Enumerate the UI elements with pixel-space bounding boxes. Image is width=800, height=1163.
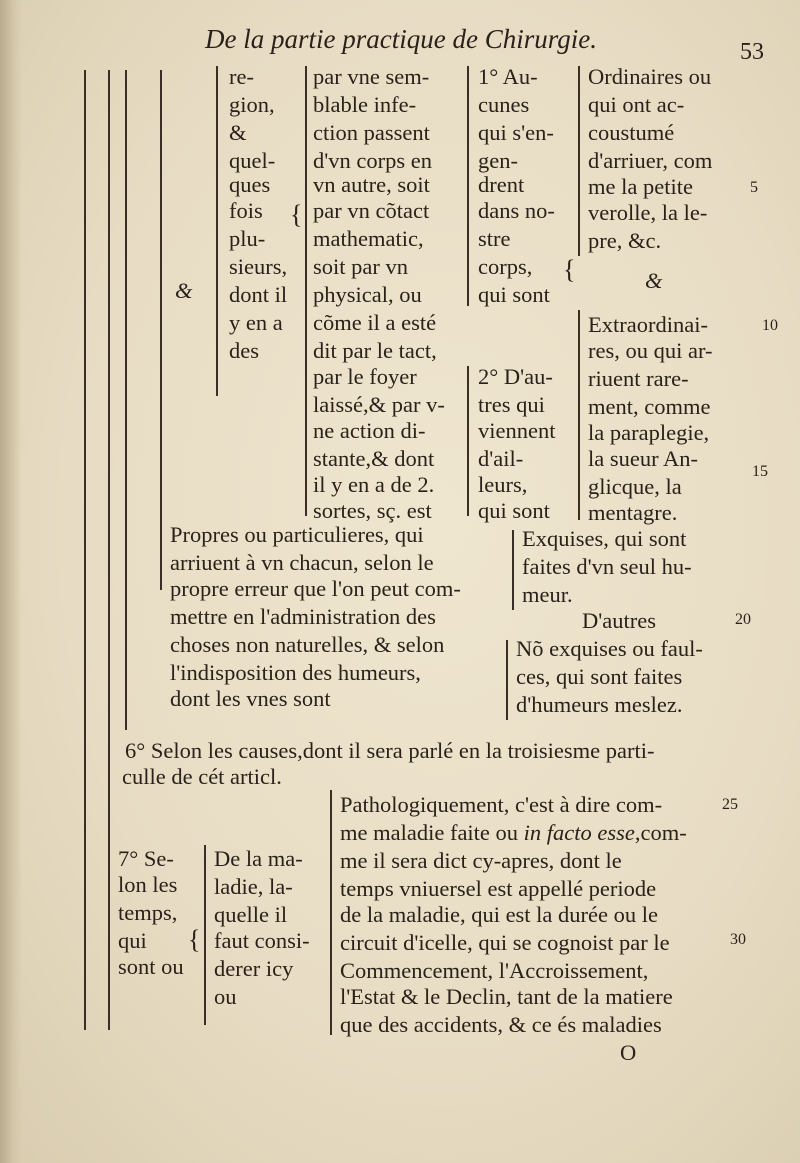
signature-mark: O [620, 1040, 637, 1065]
text-line: il y en a de 2. [313, 472, 435, 497]
text-line: d'arriuer, com [588, 148, 713, 173]
text-line: drent [478, 172, 525, 197]
text-line: des [229, 338, 259, 363]
text-line: res, ou qui ar- [588, 338, 713, 363]
text-line: corps, [478, 254, 533, 279]
bracket-rule [216, 66, 218, 396]
text-line: qui sont [478, 498, 550, 523]
bracket-rule [330, 790, 332, 1035]
text-line: vn autre, soit [313, 172, 430, 197]
text-line: choses non naturelles, & selon [170, 632, 445, 657]
line-number: 20 [735, 611, 751, 628]
text-line: sont ou [118, 954, 184, 979]
text-line: lon les [118, 872, 178, 897]
text-line: la sueur An- [588, 446, 698, 471]
text-line: gen- [478, 148, 518, 173]
text-line: re- [229, 64, 254, 89]
text-line: culle de cét articl. [122, 764, 282, 789]
text-line: d'humeurs meslez. [516, 692, 683, 717]
text-line: mentagre. [588, 500, 678, 525]
page-number: 53 [740, 39, 764, 65]
text-line: laissé,& par v- [313, 392, 445, 417]
text-line: me la petite [588, 174, 693, 199]
text-line: cõme il a esté [313, 310, 437, 335]
text-line: par vne sem- [313, 64, 430, 89]
text-line: blable infe- [313, 92, 417, 117]
text-line: mettre en l'administration des [170, 604, 436, 629]
text-line: faites d'vn seul hu- [522, 554, 692, 579]
text-line: ction passent [313, 120, 430, 145]
text-line: derer icy [214, 956, 294, 981]
text-line: dont il [229, 282, 288, 307]
text-line: temps, [118, 900, 178, 925]
ampersand: & [175, 278, 193, 303]
text-line: glicque, la [588, 474, 682, 499]
text-line: dans no- [478, 198, 555, 223]
text-line: d'ail- [478, 446, 524, 471]
text-line: plu- [229, 226, 266, 251]
brace: { [290, 200, 303, 229]
text-line: propre erreur que l'on peut com- [170, 576, 461, 601]
bracket-rule [305, 66, 307, 516]
text-line: 6° Selon les causes,dont il sera parlé en la troisiesme parti- [125, 738, 655, 763]
text-line: me il sera dict cy-apres, dont le [340, 848, 622, 873]
text-line: dont les vnes sont [170, 686, 331, 711]
text-line: stre [478, 226, 511, 251]
text-line: qui s'en- [478, 120, 554, 145]
text-line: qui [118, 928, 147, 953]
text-line: De la ma- [214, 846, 303, 871]
text-line: circuit d'icelle, qui se cognoist par le [340, 930, 670, 955]
text-line: meur. [522, 582, 573, 607]
bracket-rule [125, 70, 127, 730]
bracket-rule [506, 640, 508, 720]
text-line: l'indisposition des humeurs, [170, 660, 421, 685]
text-line: d'vn corps en [313, 148, 433, 173]
text-line: la paraplegie, [588, 420, 710, 445]
text-line: Extraordinai- [588, 312, 708, 337]
text-line: de la maladie, qui est la durée ou le [340, 902, 658, 927]
text-line: leurs, [478, 472, 528, 497]
bracket-rule [160, 70, 162, 590]
ampersand: & [645, 268, 663, 293]
text-line: mathematic, [313, 226, 424, 251]
bracket-rule [578, 310, 580, 520]
text-line: 1° Au- [478, 64, 538, 89]
text-line: sortes, sç. est [313, 498, 432, 523]
text-line: qui ont ac- [588, 92, 685, 117]
text-line: & [229, 120, 247, 145]
text-line: faut consi- [214, 928, 310, 953]
text-line: gion, [229, 92, 275, 117]
text-line: temps vniuersel est appellé periode [340, 876, 657, 901]
bracket-rule [108, 70, 110, 1030]
bracket-rule [467, 66, 469, 306]
text-line: par vn cõtact [313, 198, 430, 223]
text-line: fois [229, 198, 263, 223]
text-line: quelle il [214, 902, 288, 927]
text-line: que des accidents, & ce és maladies [340, 1012, 662, 1037]
bracket-rule [467, 366, 469, 516]
text-line: physical, ou [313, 282, 422, 307]
text-line: arriuent à vn chacun, selon le [170, 550, 434, 575]
bracket-rule [512, 530, 514, 610]
text-line: Pathologiquement, c'est à dire com- [340, 792, 663, 817]
text-line: y en a [229, 310, 283, 335]
text-line: par le foyer [313, 364, 417, 389]
text-line: riuent rare- [588, 366, 689, 391]
text-line: stante,& dont [313, 446, 435, 471]
brace: { [188, 925, 201, 954]
text-line: verolle, la le- [588, 200, 708, 225]
text-line: quel- [229, 148, 276, 173]
text-line: Ordinaires ou [588, 64, 712, 89]
brace: { [563, 255, 576, 284]
text-line: D'autres [582, 608, 657, 633]
text-line: ne action di- [313, 418, 426, 443]
text-line: coustumé [588, 120, 675, 145]
bracket-rule [578, 66, 580, 256]
text-line: sieurs, [229, 254, 288, 279]
text-line: Nõ exquises ou faul- [516, 636, 703, 661]
text-line: Commencement, l'Accroissement, [340, 958, 649, 983]
text-line: cunes [478, 92, 530, 117]
line-number: 15 [752, 463, 768, 480]
text-run: ,com- [634, 820, 687, 845]
text-line: viennent [478, 418, 556, 443]
text-line: soit par vn [313, 254, 408, 279]
text-line [340, 822, 687, 845]
text-line: ou [214, 984, 237, 1009]
line-number: 25 [722, 796, 738, 813]
text-line: ces, qui sont faites [516, 664, 683, 689]
text-line: dit par le tact, [313, 338, 437, 363]
page-gutter [0, 0, 22, 1163]
text-line: l'Estat & le Declin, tant de la matiere [340, 984, 673, 1009]
running-header: De la partie practique de Chirurgie. [205, 24, 597, 54]
text-line: qui sont [478, 282, 550, 307]
line-number: 10 [762, 317, 778, 334]
text-line: ment, comme [588, 394, 711, 419]
bracket-rule [204, 845, 206, 1025]
text-line: 7° Se- [118, 846, 174, 871]
bracket-rule [84, 70, 86, 1030]
text-line: ques [229, 172, 271, 197]
text-line: Propres ou particulieres, qui [170, 522, 424, 547]
latin-phrase: in facto esse [523, 820, 635, 845]
text-run: me maladie faite ou [340, 820, 524, 845]
line-number: 5 [750, 179, 758, 196]
text-line: ladie, la- [214, 874, 293, 899]
text-line: Exquises, qui sont [522, 526, 687, 551]
line-number: 30 [730, 931, 746, 948]
text-line: tres qui [478, 392, 545, 417]
text-line: 2° D'au- [478, 364, 553, 389]
text-line: pre, &c. [588, 228, 662, 253]
